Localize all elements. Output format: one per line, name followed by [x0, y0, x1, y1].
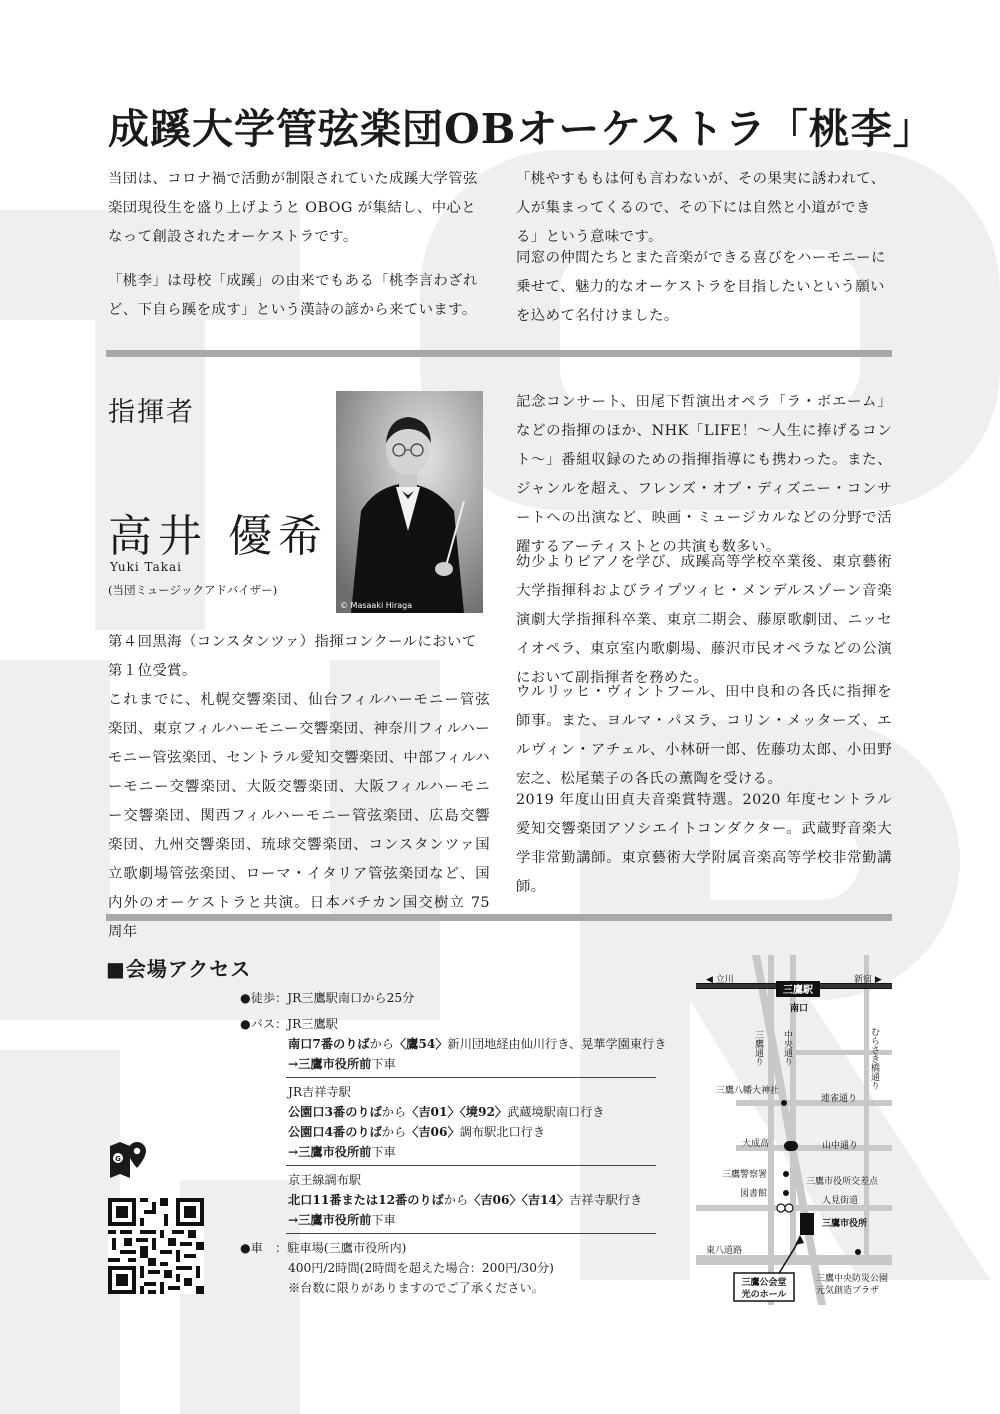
- bus2-route-line-2: [288, 1122, 545, 1142]
- bus2-station: JR吉祥寺駅: [288, 1085, 351, 1099]
- section-divider-2: [106, 914, 892, 921]
- venue-map: [696, 955, 892, 1305]
- bus1-dest: 新川団地経由仙川行き、晃華学園東行き: [447, 1037, 667, 1051]
- bus3-route: 〈吉06〉〈吉14〉: [468, 1193, 570, 1207]
- map-label-seikei: 大成高: [742, 1139, 770, 1149]
- map-label-library: 図書館: [740, 1189, 768, 1199]
- intro-right-paragraph-2: 同窓の仲間たちとまた音楽ができる喜びをハーモニーに乗せて、魅力的なオーケストラを目指したいという願いを込めて名付けました。: [516, 250, 886, 324]
- conductor-portrait-image: [336, 391, 483, 613]
- map-label-shinjuku: 新宿 ▶: [854, 975, 882, 985]
- bus2-from2: から: [381, 1125, 407, 1139]
- access-car: [240, 1238, 406, 1258]
- bus2-route-line-1: [288, 1102, 605, 1122]
- map-label-higashi8: 東八道路: [706, 1246, 743, 1256]
- bus2-alight-suffix: 下車: [371, 1145, 396, 1159]
- bus2-alight-stop: →三鷹市役所前: [288, 1145, 372, 1159]
- access-divider-3: [286, 1233, 656, 1234]
- conductor-bio-right-3: ウルリッヒ・ヴィントフール、田中良和の各氏に指揮を師事。また、ヨルマ・パヌラ、コリン・メッターズ、エルヴィン・アチェル、小林研一郎、佐藤功太郎、小田野宏之、松尾葉子の各氏の薫陶を受ける。: [516, 684, 892, 787]
- map-label-park1: 三鷹中央防災公園: [816, 1274, 889, 1284]
- bus2-alight-line: [288, 1142, 396, 1162]
- map-label-renjaku: 連雀通り: [821, 1094, 858, 1104]
- map-label-cityhall: 三鷹市役所: [822, 1219, 868, 1229]
- map-label-police: 三鷹警察署: [722, 1170, 768, 1180]
- bus2-stop2-bold: 公園口4番のりば: [288, 1125, 382, 1139]
- map-label-yamanaka: 山中通り: [822, 1141, 859, 1151]
- map-label-park2: 元気創造プラザ: [816, 1286, 880, 1296]
- conductor-bio-right-2: 幼少よりピアノを学び、成蹊高等学校卒業後、東京藝術大学指揮科およびライプツィヒ・メンデルスゾーン音楽演劇大学指揮科卒業、東京二期会、藤原歌劇団、ニッセイオペラ、東京室内歌劇場、藤沢市民オペラなどの公演において副指揮者を務めた。: [516, 554, 892, 686]
- bus3-alight-suffix: 下車: [371, 1213, 396, 1227]
- access-divider-2: [286, 1165, 656, 1166]
- conductor-name: 高井 優希: [108, 511, 328, 562]
- walk-label: ●徒歩：: [240, 991, 288, 1005]
- bus3-from: から: [443, 1193, 469, 1207]
- car-note: ※台数に限りがありますのでご了承ください。: [288, 1281, 544, 1295]
- bus2-dest2: 調布駅北口行き: [459, 1125, 546, 1139]
- intro-right-paragraph-1: 「桃やすももは何も言わないが、その果実に誘われて、人が集まってくるので、その下には自然と小道ができる」という意味です。: [516, 171, 886, 245]
- section-divider: [106, 350, 892, 357]
- bus-label: ●バス：: [240, 1017, 288, 1031]
- bus3-station: 京王線調布駅: [288, 1173, 362, 1187]
- conductor-bio-right-4: 2019 年度山田貞夫音楽賞特選。2020 年度セントラル愛知交響楽団アソシエイトコンダクター。武蔵野音楽大学非常勤講師。東京藝術大学附属音楽高等学校非常勤講師。: [516, 792, 892, 895]
- bus1-route-line: [288, 1034, 666, 1054]
- car-label: ●車 ：: [240, 1241, 288, 1255]
- access-section-title: ■会場アクセス: [106, 957, 252, 981]
- bus3-route-line: [288, 1190, 642, 1210]
- map-label-cityhall-crossing: 三鷹市役所交差点: [806, 1177, 879, 1187]
- access-walk: [240, 988, 414, 1008]
- bus2-dest1: 武蔵境駅南口行き: [507, 1105, 605, 1119]
- google-maps-pin-icon[interactable]: [108, 1140, 148, 1180]
- access-divider: [286, 1077, 656, 1078]
- conductor-role: (当団ミュージックアドバイザー): [108, 583, 278, 597]
- qr-code[interactable]: [108, 1198, 204, 1294]
- conductor-bio-right-1: 記念コンサート、田尾下哲演出オペラ「ラ・ボエーム」などの指揮のほか、NHK「LIFE！～人生に捧げるコント～」番組収録のための指揮指導にも携わった。また、ジャンルを超え、フレンズ・オブ・ディズニー・コンサートへの出演など、映画・ミュージカルなどの分野で活躍するアーティストとの共演も数多い。: [516, 394, 892, 555]
- map-venue-line2: 光のホール: [741, 1290, 787, 1300]
- conductor-bio-left: これまでに、札幌交響楽団、仙台フィルハーモニー管弦楽団、東京フィルハーモニー交響楽団、神奈川フィルハーモニー管弦楽団、セントラル愛知交響楽団、中部フィルハーモニー交響楽団、大阪交響楽団、大阪フィルハーモニー交響楽団、関西フィルハーモニー管弦楽団、広島交響楽団、九州交響楽団、琉球交響楽団、コンスタンツァ国立歌劇場管弦楽団、ローマ・イタリア管弦楽団など、国内外のオーケストラと共演。日本バチカン国交樹立 75 周年: [108, 692, 490, 940]
- bus2-route1: 〈吉01〉〈境92〉: [406, 1105, 508, 1119]
- bus2-stop1-bold: 公園口3番のりば: [288, 1105, 382, 1119]
- intro-left-paragraph-2: 「桃李」は母校「成蹊」の由来でもある「桃李言わざれど、下自ら蹊を成す」という漢詩の諺から来ています。: [108, 273, 478, 318]
- bus1-route: 〈鷹54〉: [393, 1037, 448, 1051]
- bus1-stop-bold: 南口7番のりば: [288, 1037, 370, 1051]
- svg-text:G: G: [115, 1155, 121, 1163]
- map-label-ninmi: 人見街道: [822, 1196, 859, 1206]
- map-venue-line1: 三鷹公会堂: [741, 1278, 787, 1288]
- bus1-from: から: [369, 1037, 394, 1051]
- bus2-route2: 〈吉06〉: [406, 1125, 460, 1139]
- walk-text: JR三鷹駅南口から25分: [287, 991, 415, 1005]
- map-label-murasaki: むらさき橋通り: [869, 1027, 879, 1090]
- photo-credit: © Masaaki Hiraga: [340, 601, 413, 610]
- bus2-from1: から: [381, 1105, 407, 1119]
- map-station: 三鷹駅: [783, 985, 813, 996]
- bus1-alight-stop: →三鷹市役所前: [288, 1057, 372, 1071]
- map-label-tachikawa: ◀ 立川: [706, 975, 734, 985]
- bus1-station: JR三鷹駅: [287, 1017, 338, 1031]
- bus3-alight-line: [288, 1210, 396, 1230]
- intro-left-paragraph-1: 当団は、コロナ禍で活動が制限されていた成蹊大学管弦楽団現役生を盛り上げようと OBOG が集結し、中心となって創設されたオーケストラです。: [108, 171, 478, 245]
- map-label-chuo-dori: 中央通り: [782, 1030, 792, 1066]
- car-parking: 駐車場(三鷹市役所内): [287, 1241, 407, 1255]
- page-title: 成蹊大学管弦楽団OBオーケストラ「桃李」: [108, 105, 935, 153]
- map-label-mitaka-dori: 三鷹通り: [753, 1030, 763, 1066]
- access-bus-label-line: [240, 1014, 338, 1034]
- conductor-photo: [336, 391, 483, 613]
- map-label-hachiman: 三鷹八幡大神社: [716, 1086, 780, 1096]
- conductor-bio-award: 第４回黒海（コンスタンツァ）指揮コンクールにおいて第１位受賞。: [108, 634, 477, 679]
- bus3-alight-stop: →三鷹市役所前: [288, 1213, 372, 1227]
- bus3-dest: 吉祥寺駅行き: [569, 1193, 643, 1207]
- bus3-stop-bold: 北口11番または12番のりば: [288, 1193, 444, 1207]
- map-south-exit: 南口: [790, 1004, 809, 1014]
- car-fee: 400円/2時間(2時間を超えた場合：200円/30分): [288, 1261, 554, 1275]
- bus1-alight-line: [288, 1054, 396, 1074]
- conductor-section-label: 指揮者: [108, 397, 195, 428]
- bus1-alight-suffix: 下車: [371, 1057, 396, 1071]
- conductor-name-roman: Yuki Takai: [110, 560, 183, 574]
